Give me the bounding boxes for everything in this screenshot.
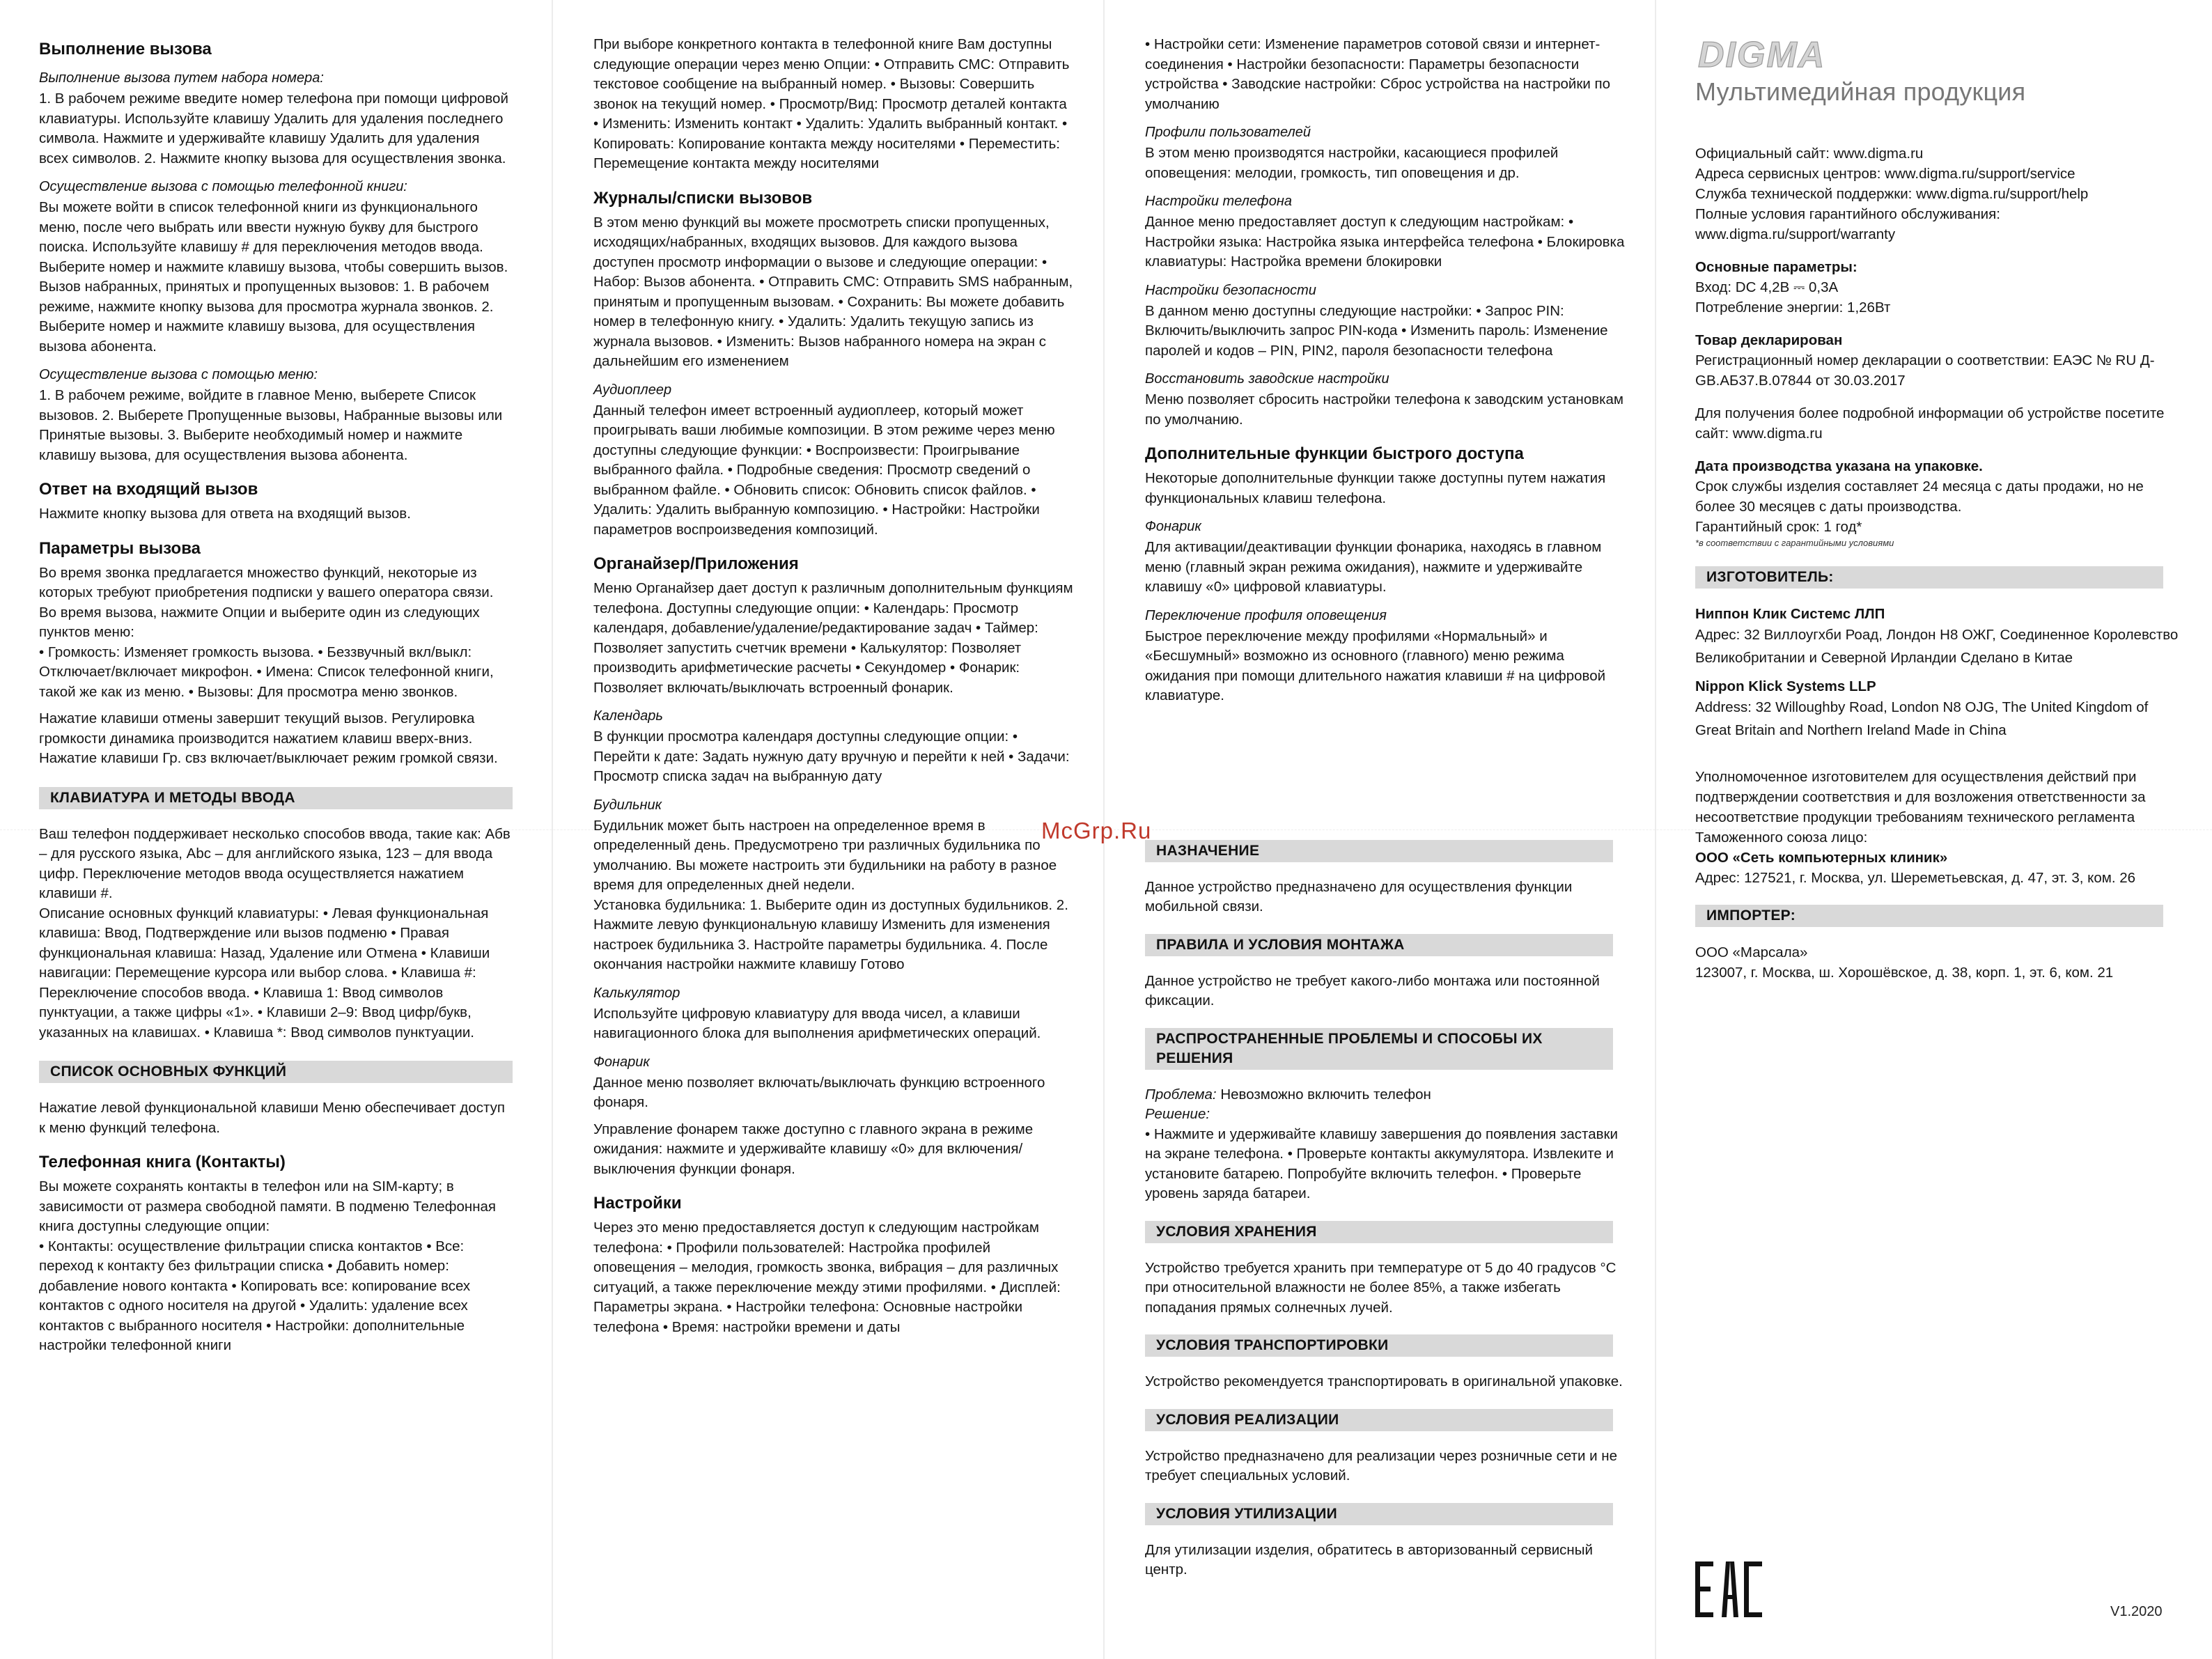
subheading-audio: Аудиоплеер xyxy=(593,382,672,398)
text-alarm-set: Установка будильника: 1. Выберите один из доступных будильников. 2. Нажмите левую функциональную клавишу Изменить для изменения настроек будильника 3. Настройте параметры будильника. 4. После окончания настройки нажмите клавишу Готово xyxy=(593,896,1068,972)
version-label: V1.2020 xyxy=(2110,1604,2163,1619)
subheading-calendar: Календарь xyxy=(593,708,663,724)
heading-organizer: Органайзер/Приложения xyxy=(593,554,799,573)
eac-mark-icon xyxy=(1694,1560,1763,1619)
text-contacts: Вы можете сохранять контакты в телефон или на SIM-карту; в зависимости от размера свободной памяти. В подменю Телефонная книга доступны следующие опции: xyxy=(39,1178,497,1234)
text-restore: Меню позволяет сбросить настройки телефона к заводским установкам по умолчанию. xyxy=(1145,391,1624,428)
text-calendar: В функции просмотра календаря доступны следующие опции: • Перейти к дате: Задать нужную дату вручную и перейти к ней • Задачи: Просмотр списка задач на выбранную дату xyxy=(593,729,1070,784)
text-security: В данном меню доступны следующие настройки: • Запрос PIN: Включить/выключить запрос PIN-кода • Изменить пароль: Изменение паролей и кодов – PIN, PIN2, пароля безопасности телефона xyxy=(1145,302,1608,359)
section-bar-mount: ПРАВИЛА И УСЛОВИЯ МОНТАЖА xyxy=(1145,934,1613,956)
official-site: Официальный сайт: www.digma.ru xyxy=(1695,146,1924,162)
brand-block xyxy=(1695,35,2184,107)
importer-name: ООО «Марсала» xyxy=(1695,944,1808,960)
subheading-call-dial: Выполнение вызова путем набора номера: xyxy=(39,70,324,86)
text-functions: Нажатие левой функциональной клавиши Меню обеспечивает доступ к меню функций телефона. xyxy=(39,1100,505,1136)
subheading-call-book: Осуществление вызова с помощью телефонной книги: xyxy=(39,179,407,194)
text-torch: Данное меню позволяет включать/выключать функцию встроенного фонаря. xyxy=(593,1074,1045,1110)
maker-name-ru: Ниппон Клик Системс ЛЛП xyxy=(1695,606,1885,622)
subheading-torch: Фонарик xyxy=(593,1054,650,1070)
text-call-dial: 1. В рабочем режиме введите номер телефона при помощи цифровой клавиатуры. Используйте клавишу Удалить для удаления последнего символа. Нажмите и удерживайте клавишу Удалить для удаления всех символов. 2. Нажмите кнопку вызова для осуществления звонка. xyxy=(39,91,508,166)
text-mount: Данное устройство не требует какого-либо монтажа или постоянной фиксации. xyxy=(1145,972,1600,1008)
info-block xyxy=(1695,143,2184,550)
authorized-name: ООО «Сеть компьютерных клиник» xyxy=(1695,850,1948,866)
text-torch-quick: Для активации/деактивации функции фонарика, находясь в главном меню (главный экран режима ожидания), нажмите и удерживайте клавишу «0» цифровой клавиатуры. xyxy=(1145,539,1602,595)
text-settings: Через это меню предоставляется доступ к следующим настройкам телефона: • Профили пользователей: Настройка профилей оповещения – мелодия, громкость звонка, вибрация – для различных ситуаций, а также переключение между этими профилями. • Дисплей: Параметры экрана. • Настройки телефона: Основные настройки телефона • Время: настройки времени и даты xyxy=(593,1220,1061,1335)
column-1 xyxy=(0,0,552,1659)
authorized-address: Адрес: 127521, г. Москва, ул. Шереметьевская, д. 47, эт. 3, ком. 26 xyxy=(1695,870,2136,886)
warranty-terms: Полные условия гарантийного обслуживания: www.digma.ru/support/warranty xyxy=(1695,206,2000,242)
text-contact-ops: При выборе конкретного контакта в телефонной книге Вам доступны следующие операции через меню Опции: • Отправить СМС: Отправить текстовое сообщение на выбранный номер. • Вызовы: Совершить звонок на текущий номер. • Просмотр/Вид: Просмотр деталей контакта • Изменить: Изменить контакт • Удалить: Удалить выбранный контакт. • Копировать: Копирование контакта между носителями • Переместить: Перемещение контакта между носителями xyxy=(593,36,1070,171)
text-params: Во время звонка предлагается множество функций, некоторые из которых требуют приобретения подписки у вашего оператора связи. Во время вызова, нажмите Опции и выберите один из следующих пунктов меню: xyxy=(39,564,494,640)
text-call-menu: 1. В рабочем режиме, войдите в главное Меню, выберете Список вызовов. 2. Выберете Пропущенные вызовы, Набранные вызовы или Принятые вызовы. 3. Выберите необходимый номер и нажмите клавишу вызова, для осуществления вызова абонента. xyxy=(39,387,503,463)
text-disposal: Для утилизации изделия, обратитесь в авторизованный сервисный центр. xyxy=(1145,1541,1593,1578)
declaration-number: Регистрационный номер декларации о соответствии: ЕАЭС № RU Д-GB.АБ37.В.07844 от 30.03.2017 xyxy=(1695,352,2155,389)
section-bar-keyboard: КЛАВИАТУРА И МЕТОДЫ ВВОДА xyxy=(39,787,513,809)
text-purpose: Данное устройство предназначено для осуществления функции мобильной связи. xyxy=(1145,878,1573,914)
maker-address-en: Address: 32 Willoughby Road, London N8 OJG, The United Kingdom of Great Britain and Northern Ireland Made in China xyxy=(1695,699,2149,738)
subheading-alarm: Будильник xyxy=(593,797,662,813)
text-problem xyxy=(1145,1085,1627,1105)
declaration-heading: Товар декларирован xyxy=(1695,332,1843,348)
text-profiles: В этом меню производятся настройки, касающиеся профилей оповещения: мелодии, громкость, тип оповещения и др. xyxy=(1145,145,1559,181)
subheading-profiles: Профили пользователей xyxy=(1145,125,1311,140)
authorized-person: Уполномоченное изготовителем для осуществления действий при подтверждении соответствия и для возложения ответственности за несоответствие продукции требованиям технического регламента Таможенного союза лицо: xyxy=(1695,769,2146,846)
importer-block xyxy=(1695,942,2184,983)
text-storage: Устройство требуется хранить при температуре от 5 до 40 градусов °С при относительной влажности не более 85%, а также избегать попадания прямых солнечных лучей. xyxy=(1145,1259,1617,1316)
text-call-log: Вызов набранных, принятых и пропущенных вызовов: 1. В рабочем режиме, нажмите кнопку вызова для просмотра журнала звонков. 2. Выберите номер и нажмите клавишу вызова, для осуществления вызова абонента. xyxy=(39,279,494,355)
heading-incoming: Ответ на входящий вызов xyxy=(39,480,258,499)
subheading-profile-switch: Переключение профиля оповещения xyxy=(1145,607,1387,623)
heading-settings: Настройки xyxy=(593,1194,682,1213)
service-life: Срок службы изделия составляет 24 месяца с даты продажи, но не более 30 месяцев с даты производства. xyxy=(1695,478,2144,515)
column-2 xyxy=(552,0,1103,1659)
text-calculator: Используйте цифровую клавиатуру для ввода чисел, а клавиши навигационного блока для выполнения арифметических операций. xyxy=(593,1005,1041,1041)
section-bar-functions: СПИСОК ОСНОВНЫХ ФУНКЦИЙ xyxy=(39,1061,513,1083)
text-audio: Данный телефон имеет встроенный аудиоплеер, который может проигрывать ваши любимые композиции. В этом режиме через меню доступны следующие функции: • Воспроизвести: Проигрывание выбранного файла. • Подробные сведения: Просмотр сведений о выбранном файле. • Обновить список: Обновить список файлов. • Удалить: Удалить выбранную композицию. • Настройки: Настройки параметров воспроизведения композиций. xyxy=(593,402,1055,538)
maker-address-ru: Адрес: 32 Виллоугхби Роад, Лондон Н8 ОЖГ, Соединенное Королевство Великобритании и Северной Ирландии Сделано в Китае xyxy=(1695,627,2179,666)
heading-logs: Журналы/списки вызовов xyxy=(593,188,813,208)
solution-label: Решение: xyxy=(1145,1106,1210,1122)
text-net-settings: • Настройки сети: Изменение параметров сотовой связи и интернет-соединения • Настройки безопасности: Параметры безопасности устройства • Заводские настройки: Сброс устройства на настройки по умолчанию xyxy=(1145,36,1610,112)
column-3 xyxy=(1103,0,1655,1659)
heading-call: Выполнение вызова xyxy=(39,40,212,59)
warranty-period: Гарантийный срок: 1 год* xyxy=(1695,519,1862,535)
section-bar-problems: РАСПРОСТРАНЕННЫЕ ПРОБЛЕМЫ И СПОСОБЫ ИХ РЕШЕНИЯ xyxy=(1145,1028,1613,1070)
brand-subtitle: Мультимедийная продукция xyxy=(1695,77,2026,106)
tech-support: Служба технической поддержки: www.digma.ru/support/help xyxy=(1695,186,2089,202)
text-solution: • Нажмите и удерживайте клавишу завершения до появления заставки на экране телефона. • Проверьте контакты аккумулятора. Извлеките и установите батарею. Попробуйте включить телефон. • Проверьте уровень заряда батареи. xyxy=(1145,1126,1618,1201)
section-bar-transport: УСЛОВИЯ ТРАНСПОРТИРОВКИ xyxy=(1145,1334,1613,1357)
svg-text:DIGMA: DIGMA xyxy=(1698,35,1826,74)
digma-logo xyxy=(1695,35,1897,74)
subheading-phone-settings: Настройки телефона xyxy=(1145,194,1292,209)
text-torch-2: Управление фонарем также доступно с главного экрана в режиме ожидания: нажмите и удерживайте клавишу «0» для включения/выключения функции фонаря. xyxy=(593,1121,1034,1177)
section-bar-sale: УСЛОВИЯ РЕАЛИЗАЦИИ xyxy=(1145,1409,1613,1431)
section-bar-purpose: НАЗНАЧЕНИЕ xyxy=(1145,840,1613,862)
text-profile-switch: Быстрое переключение между профилями «Нормальный» и «Бесшумный» возможно из основного (главного) меню режима ожидания при помощи длительного нажатия клавиши # на цифровой клавиатуре. xyxy=(1145,628,1606,703)
heading-quick: Дополнительные функции быстрого доступа xyxy=(1145,444,1524,463)
text-params-end: Нажатие клавиши отмены завершит текущий вызов. Регулировка громкости динамика производится нажатием клавиш вверх-вниз. Нажатие клавиши Гр. свз включает/выключает режим громкой связи. xyxy=(39,710,498,766)
service-centers: Адреса сервисных центров: www.digma.ru/support/service xyxy=(1695,166,2075,182)
section-bar-disposal: УСЛОВИЯ УТИЛИЗАЦИИ xyxy=(1145,1503,1613,1525)
text-sale: Устройство предназначено для реализации через розничные сети и не требует специальных условий. xyxy=(1145,1447,1617,1483)
subheading-call-menu: Осуществление вызова с помощью меню: xyxy=(39,367,318,382)
subheading-calculator: Калькулятор xyxy=(593,985,680,1001)
maker-name-en: Nippon Klick Systems LLP xyxy=(1695,678,1876,694)
section-bar-storage: УСЛОВИЯ ХРАНЕНИЯ xyxy=(1145,1221,1613,1243)
more-info: Для получения более подробной информации об устройстве посетите сайт: www.digma.ru xyxy=(1695,405,2165,442)
subheading-torch-quick: Фонарик xyxy=(1145,519,1201,534)
warranty-note: *в соответствии с гарантийными условиями xyxy=(1695,538,1894,548)
text-keyboard: Ваш телефон поддерживает несколько способов ввода, такие как: Абв – для русского языка, Abc – для английского языка, 123 – для ввода цифр. Переключение методов ввода осуществляется нажатием клавиши #. xyxy=(39,825,511,901)
production-date: Дата производства указана на упаковке. xyxy=(1695,458,1983,474)
section-bar-importer: ИМПОРТЕР: xyxy=(1695,905,2163,927)
section-bar-maker: ИЗГОТОВИТЕЛЬ: xyxy=(1695,566,2163,589)
subheading-security: Настройки безопасности xyxy=(1145,282,1316,298)
heading-params: Параметры вызова xyxy=(39,538,201,558)
problem-label: Проблема: xyxy=(1145,1086,1217,1103)
maker-block xyxy=(1695,604,2184,888)
text-transport: Устройство рекомендуется транспортировать в оригинальной упаковке. xyxy=(1145,1373,1623,1389)
text-incoming: Нажмите кнопку вызова для ответа на входящий вызов. xyxy=(39,506,411,522)
text-call-book: Вы можете войти в список телефонной книги из функционального меню, после чего выбрать или ввести нужную букву для быстрого поиска. Используйте клавишу # для переключения методов ввода. Выберите номер и нажмите клавишу вызова, чтобы совершить вызов. xyxy=(39,199,508,275)
heading-contacts: Телефонная книга (Контакты) xyxy=(39,1153,286,1171)
text-phone-settings: Данное меню предоставляет доступ к следующим настройкам: • Настройки языка: Настройка языка интерфейса телефона • Блокировка клавиатуры: Настройка времени блокировки xyxy=(1145,214,1625,270)
text-solution-label xyxy=(1145,1105,1627,1125)
watermark: McGrp.Ru xyxy=(1041,818,1152,843)
importer-address: 123007, г. Москва, ш. Хорошёвское, д. 38, корп. 1, эт. 6, ком. 21 xyxy=(1695,965,2114,981)
params-input: Вход: DC 4,2В ⎓ 0,3А xyxy=(1695,279,1839,295)
params-power: Потребление энергии: 1,26Вт xyxy=(1695,299,1891,316)
subheading-restore: Восстановить заводские настройки xyxy=(1145,371,1389,387)
text-alarm: Будильник может быть настроен на определенное время в определенный день. Предусмотрено три различных будильника по умолчанию. Вы можете настроить эти будильники на работу в разное время для определенных дней недели. xyxy=(593,817,1057,893)
text-logs: В этом меню функций вы можете просмотреть списки пропущенных, исходящих/набранных, входящих вызовов. Для каждого вызова доступен просмотр информации о вызове и следующие операции: • Набор: Вызов абонента. • Отправить СМС: Отправить SMS набранным, принятым и пропущенным вызовам. • Сохранить: Вы можете добавить номер в телефонную книгу. • Удалить: Удалить текущую запись из журнала вызовов. • Изменить: Вызов набранного номера на экран с дальнейшим его изменением xyxy=(593,214,1073,369)
list-contacts: • Контакты: осуществление фильтрации списка контактов • Все: переход к контакту без фильтрации списка • Добавить номер: добавление нового контакта • Копировать все: копирование всех контактов с одного носителя на другой • Удалить: удаление всех контактов с выбранного носителя • Настройки: дополнительные настройки телефонной книги xyxy=(39,1238,471,1353)
column-4 xyxy=(1655,0,2212,1659)
text-organizer: Меню Органайзер дает доступ к различным дополнительным функциям телефона. Доступны следующие опции: • Календарь: Просмотр календаря, добавление/удаление/редактирование задач • Таймер: Позволяет запустить счетчик времени • Калькулятор: Позволяет производить арифметические расчеты • Секундомер • Фонарик: Позволяет включать/выключать встроенный фонарик. xyxy=(593,580,1073,696)
text-keys: Описание основных функций клавиатуры: • Левая функциональная клавиша: Ввод, Подтверждение или вызов подменю • Правая функциональная клавиша: Назад, Удаление или Отмена • Клавиши навигации: Перемещение курсора или выбор слова. • Клавиша #: Переключение способов ввода. • Клавиша 1: Ввод символов пунктуации, а также цифры «1». • Клавиши 2–9: Ввод цифр/букв, указанных на клавишах. • Клавиша *: Ввод символов пунктуации. xyxy=(39,905,490,1041)
text-quick: Некоторые дополнительные функции также доступны путем нажатия функциональных клавиш телефона. xyxy=(1145,470,1606,506)
problem-text: Невозможно включить телефон xyxy=(1220,1086,1431,1103)
params-heading: Основные параметры: xyxy=(1695,259,1857,275)
list-params: • Громкость: Изменяет громкость вызова. • Беззвучный вкл/выкл: Отключает/включает микрофон. • Имена: Список телефонной книги, такой же как из меню. • Вызовы: Для просмотра меню звонков. xyxy=(39,644,494,700)
